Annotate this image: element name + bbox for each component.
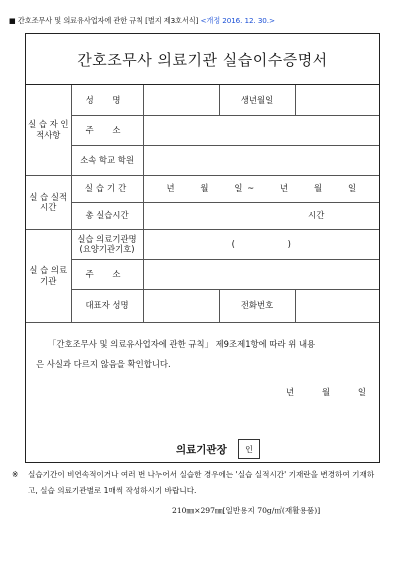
- paper-spec: 210㎜×297㎜[일반용지 70g/㎡(재활용품)]: [172, 506, 321, 515]
- total-hours-label: 총 실습시간: [71, 202, 143, 229]
- address-field[interactable]: [143, 115, 379, 145]
- seal-box[interactable]: 인: [238, 439, 260, 459]
- birth-label: 생년월일: [219, 85, 295, 115]
- issue-date[interactable]: [286, 386, 366, 398]
- issue-year: 년: [286, 387, 295, 397]
- phone-field[interactable]: [295, 289, 379, 322]
- period-month-1: 월: [200, 183, 209, 194]
- phone-label: 전화번호: [219, 289, 295, 322]
- institution-address-label: 주 소: [71, 259, 143, 289]
- institution-name-label: 실습 의료기관명 (요양기관기호): [71, 229, 143, 259]
- institution-address-field[interactable]: [143, 259, 379, 289]
- header-regulation: 간호조무사 및 의료유사업자에 관한 규칙 [별지 제3호서식]: [17, 16, 199, 25]
- section-label-record: 실 습 실적 시간: [26, 175, 71, 229]
- school-label: 소속 학교 학원: [71, 145, 143, 175]
- confirmation-statement: [36, 334, 369, 374]
- school-field[interactable]: [143, 145, 379, 175]
- signer-title: 의료기관장: [176, 444, 227, 456]
- info-table: [26, 85, 379, 323]
- institution-name-field[interactable]: ( ): [143, 229, 379, 259]
- total-hours-field[interactable]: [143, 202, 379, 229]
- form-title: 간호조무사 의료기관 실습이수증명서: [26, 34, 379, 85]
- name-label: 성 명: [71, 85, 143, 115]
- header-revision: <개정 2016. 12. 30.>: [200, 16, 275, 25]
- birth-field[interactable]: [295, 85, 379, 115]
- period-month-2: 월: [314, 183, 323, 194]
- period-label: 실습기간: [71, 175, 143, 202]
- period-day-2: 일: [347, 183, 357, 194]
- form-header: [9, 16, 394, 26]
- representative-field[interactable]: [143, 289, 219, 322]
- name-field[interactable]: [143, 85, 219, 115]
- header-bullet: ■: [9, 16, 16, 25]
- note-text: 실습기간이 비연속적이거나 여러 번 나누어서 실습한 경우에는 '실습 실적시간' 기재란을 변경하여 기재하고, 실습 의료기관별로 1매씩 작성하시기 바랍니다.: [28, 470, 375, 495]
- period-year-1: 년: [166, 183, 175, 194]
- period-field[interactable]: [143, 175, 379, 202]
- issue-month: 월: [321, 387, 331, 397]
- issue-day: 일: [357, 387, 366, 397]
- statement-line-2: 은 사실과 다르지 않음을 확인합니다.: [36, 359, 171, 369]
- period-year-2: 년: [280, 183, 289, 194]
- statement-line-1: 「간호조무사 및 의료유사업자에 관한 규칙」 제9조제1항에 따라 위 내용: [48, 339, 316, 349]
- section-label-personal: 실 습 자 인적사항: [26, 85, 71, 175]
- address-label: 주 소: [71, 115, 143, 145]
- section-label-institution: 실 습 의료기관: [26, 229, 71, 322]
- certificate-form: [25, 33, 380, 463]
- period-day-1: 일 ~: [234, 183, 255, 194]
- note-mark: ※: [12, 470, 19, 479]
- footnote: [12, 467, 378, 499]
- representative-label: 대표자 성명: [71, 289, 143, 322]
- total-hours-unit: 시간: [308, 210, 325, 221]
